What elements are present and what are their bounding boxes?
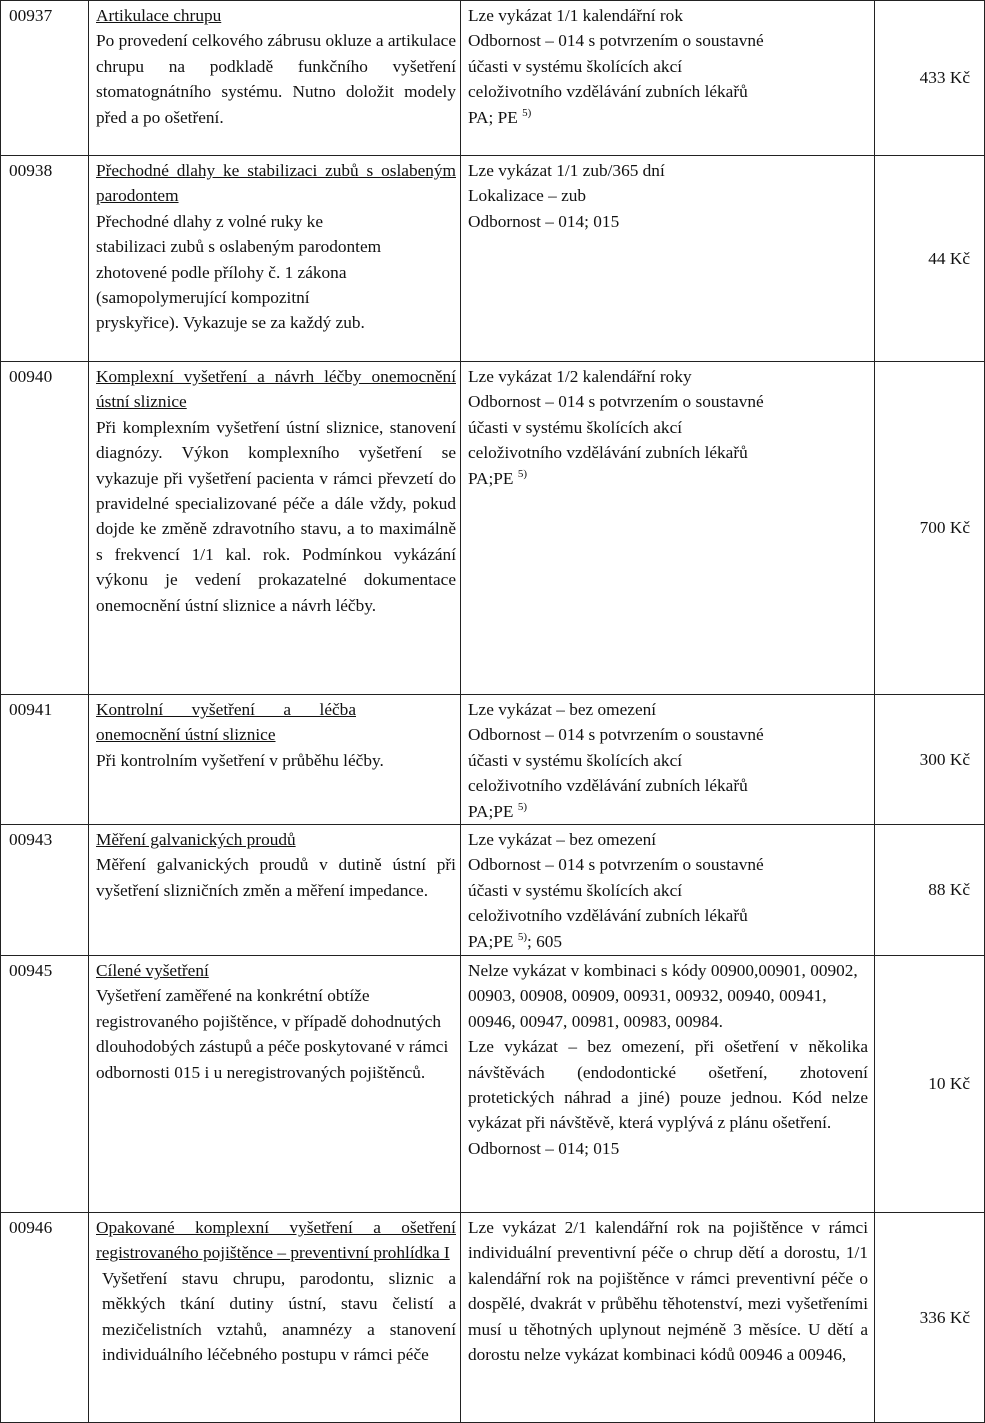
price-cell: 300 Kč (875, 695, 985, 825)
condition-code: PA;PE (468, 931, 514, 951)
description-cell (89, 156, 461, 362)
procedure-title: Opakované komplexní vyšetření a ošetření registrovaného pojištěnce – preventivní prohlídka I (96, 1218, 456, 1263)
description-cell (89, 362, 461, 695)
conditions-cell (461, 956, 875, 1213)
procedure-description: Měření galvanických proudů v dutině ústní při vyšetření slizničních změn a měření impedance. (96, 855, 456, 900)
condition-code: PA;PE (468, 801, 514, 821)
procedure-description: Vyšetření zaměřené na konkrétní obtíže registrovaného pojištěnce, v případě dohodnutých dlouhodobých zástupů a péče poskytované v rámci odbornosti 015 i u neregistrovaných pojištěnců. (96, 986, 449, 1082)
condition-code: PA;PE (468, 468, 514, 488)
condition-line: Odbornost – 014; 015 (468, 211, 620, 231)
footnote-marker: 5) (522, 106, 532, 119)
procedure-title: Cílené vyšetření (96, 961, 209, 981)
condition-text: Nelze vykázat v kombinaci s kódy 00900,00901, 00902, 00903, 00908, 00909, 00931, 00932, 00940, 00941, 00946, 00947, 00981, 00983, 00984. (468, 961, 858, 1031)
condition-line (468, 105, 868, 130)
procedure-description: Přechodné dlahy z volné ruky ke stabilizaci zubů s oslabeným parodontem zhotovené podle přílohy č. 1 zákona (samopolymerující kompozitní pryskyřice). Vykazuje se za každý zub. (96, 211, 382, 333)
condition-line: Odbornost – 014 s potvrzením o soustavné (468, 392, 764, 412)
price-cell: 44 Kč (875, 156, 985, 362)
price-cell: 700 Kč (875, 362, 985, 695)
conditions-cell (461, 695, 875, 825)
table-row (1, 362, 985, 695)
footnote-marker: 5) (517, 800, 527, 813)
condition-line: celoživotního vzdělávání zubních lékařů (468, 776, 748, 796)
condition-line: Lze vykázat 1/1 zub/365 dní (468, 161, 665, 180)
procedure-title: Artikulace chrupu (96, 6, 222, 25)
table-row (1, 1, 985, 156)
code-cell: 00941 (1, 695, 89, 825)
table-row (1, 956, 985, 1213)
procedure-title: Komplexní vyšetření a návrh léčby onemocnění ústní sliznice (96, 367, 456, 412)
condition-text: Lze vykázat – bez omezení, při ošetření v několika návštěvách (endodontické ošetření, zhotovení protetických náhrad a jiné) pouze jednou. Kód nelze vykázat při návštěvě, která vyplývá z plánu ošetření. (468, 1037, 868, 1133)
condition-line: Lze vykázat 1/1 kalendářní rok (468, 6, 683, 25)
condition-line: Lze vykázat 1/2 kalendářní roky (468, 367, 692, 386)
condition-line: účasti v systému školících akcí (468, 880, 683, 900)
condition-line: účasti v systému školících akcí (468, 417, 683, 437)
condition-line: Odbornost – 014 s potvrzením o soustavné (468, 725, 764, 745)
conditions-cell (461, 156, 875, 362)
description-cell (89, 1213, 461, 1423)
description-cell (89, 695, 461, 825)
price-cell: 433 Kč (875, 1, 985, 156)
code-cell: 00938 (1, 156, 89, 362)
condition-line: Lze vykázat – bez omezení (468, 830, 657, 850)
condition-line (468, 799, 868, 824)
description-cell (89, 1, 461, 156)
condition-line: účasti v systému školících akcí (468, 750, 683, 770)
procedure-title: Přechodné dlahy ke stabilizaci zubů s oslabeným parodontem (96, 161, 456, 206)
code-cell: 00946 (1, 1213, 89, 1423)
footnote-marker: 5) (517, 930, 527, 943)
condition-text: Lze vykázat 2/1 kalendářní rok na pojištěnce v rámci individuální preventivní péče o chrup dětí a dorostu, 1/1 kalendářní rok na pojištěnce v rámci preventivní péče o dospělé, dvakrát v průběhu těhotenství, mezi vyšetřeními musí u těhotných uplynout nejméně 3 měsíce. U dětí a dorostu nelze vykázat kombinaci kódů 00946 a 00946, (468, 1218, 868, 1365)
procedure-description: Vyšetření stavu chrupu, parodontu, sliznic a měkkých tkání dutiny ústní, stavu čelistí a mezičelistních vztahů, anamnézy a stanovení individuálního léčebného postupu v rámci péče (102, 1268, 456, 1365)
condition-line: celoživotního vzdělávání zubních lékařů (468, 443, 748, 463)
table-row (1, 825, 985, 956)
table-row (1, 695, 985, 825)
condition-line (468, 929, 868, 954)
conditions-cell (461, 362, 875, 695)
description-cell (89, 825, 461, 956)
condition-line: celoživotního vzdělávání zubních lékařů (468, 906, 748, 926)
condition-line: Odbornost – 014 s potvrzením o soustavné (468, 855, 764, 875)
condition-line: Odbornost – 014 s potvrzením o soustavné (468, 31, 764, 51)
procedure-title: Měření galvanických proudů (96, 830, 296, 850)
condition-line (468, 466, 868, 491)
conditions-cell (461, 825, 875, 956)
code-cell: 00937 (1, 1, 89, 156)
code-cell: 00945 (1, 956, 89, 1213)
footnote-marker: 5) (517, 467, 527, 480)
description-cell (89, 956, 461, 1213)
price-cell: 88 Kč (875, 825, 985, 956)
table-row (1, 156, 985, 362)
code-cell: 00943 (1, 825, 89, 956)
condition-line: účasti v systému školících akcí (468, 56, 683, 76)
conditions-cell (461, 1, 875, 156)
procedure-description: Po provedení celkového zábrusu okluze a artikulace chrupu na podkladě funkčního vyšetření stomatognátního systému. Nutno doložit modely před a po ošetření. (96, 31, 456, 127)
table-row (1, 1213, 985, 1423)
price-cell: 336 Kč (875, 1213, 985, 1423)
condition-line: celoživotního vzdělávání zubních lékařů (468, 82, 748, 102)
condition-line: Lze vykázat – bez omezení (468, 700, 657, 719)
condition-suffix: ; 605 (526, 931, 563, 951)
procedure-title: Kontrolní vyšetření a léčba onemocnění ústní sliznice (96, 700, 356, 745)
condition-code: PA; PE (468, 107, 518, 127)
procedure-description: Při kontrolním vyšetření v průběhu léčby. (96, 750, 384, 770)
price-cell: 10 Kč (875, 956, 985, 1213)
conditions-cell (461, 1213, 875, 1423)
condition-line: Odbornost – 014; 015 (468, 1138, 620, 1158)
code-cell: 00940 (1, 362, 89, 695)
procedure-description: Při komplexním vyšetření ústní sliznice, stanovení diagnózy. Výkon komplexního vyšetření se vykazuje při vyšetření pacienta v rámci převzetí do pravidelné specializované péče a dále vždy, pokud dojde ke změně zdravotního stavu, a to maximálně s frekvencí 1/1 kal. rok. Podmínkou vykázání výkonu je vedení prokazatelné dokumentace onemocnění ústní sliznice a návrh léčby. (96, 417, 456, 615)
condition-line: Lokalizace – zub (468, 186, 587, 206)
